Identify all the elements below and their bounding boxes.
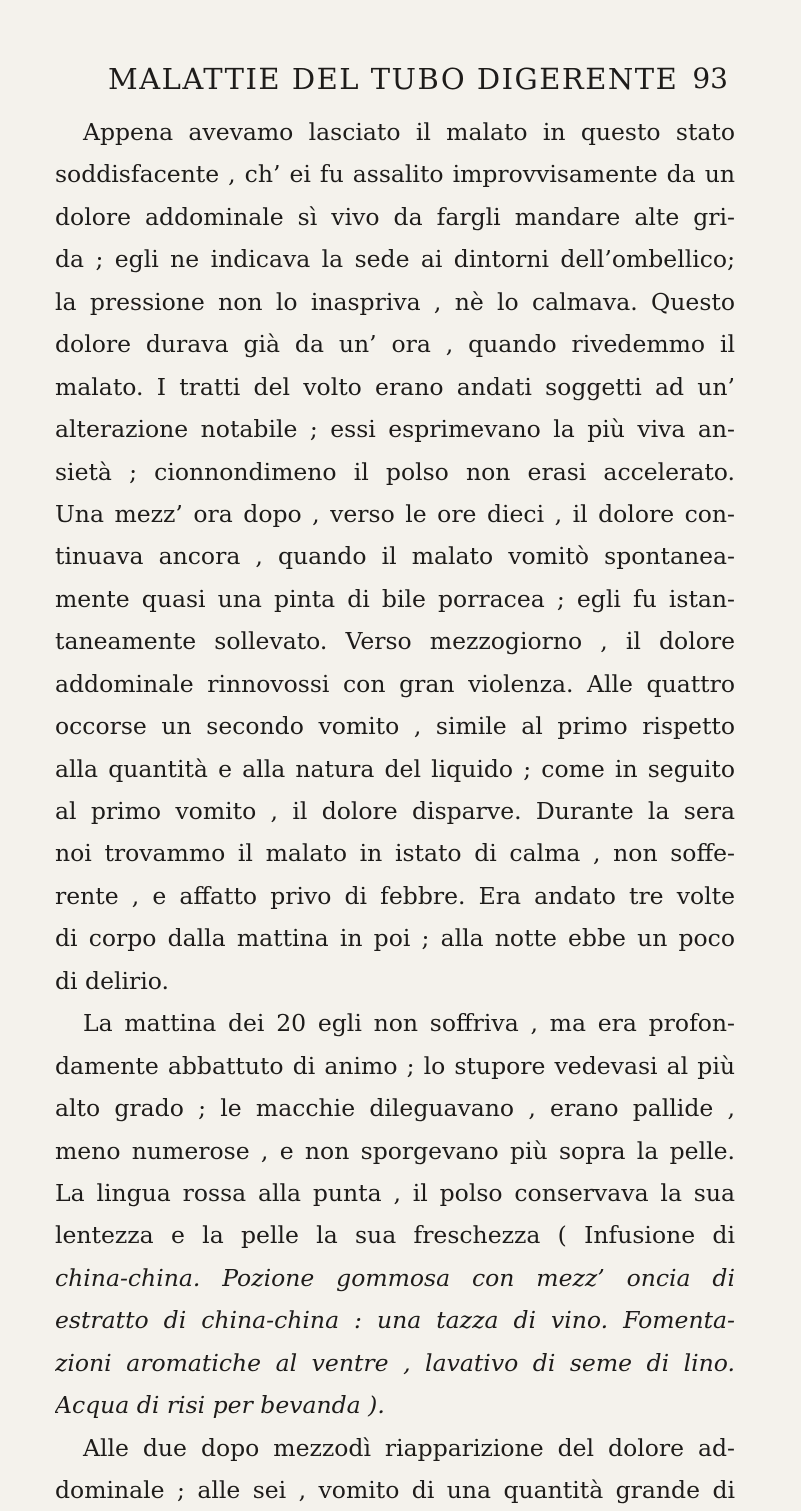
text-line: Acqua di risi per bevanda ). [55, 1391, 385, 1420]
text-line: Alle due dopo mezzodì riapparizione del dolore ad- [83, 1433, 735, 1462]
page-number: 93 [692, 62, 728, 95]
body-text [55, 111, 735, 1511]
text-line: malato. I tratti del volto erano andati soggetti ad un’ [55, 372, 735, 401]
text-line: dolore durava già da un’ ora , quando rivedemmo il [55, 330, 735, 359]
text-line: occorse un secondo vomito , simile al primo rispetto [55, 712, 735, 741]
text-line: La lingua rossa alla punta , il polso conservava la sua [55, 1178, 735, 1207]
text-line: La mattina dei 20 egli non soffriva , ma era profon- [83, 1009, 735, 1038]
running-title: MALATTIE DEL TUBO DIGERENTE [108, 62, 679, 96]
text-line: lentezza e la pelle la sua freschezza ( Infusione di [55, 1221, 735, 1250]
text-line: da ; egli ne indicava la sede ai dintorni dell’ombellico; [55, 245, 735, 274]
text-line: alterazione notabile ; essi esprimevano la più viva an- [55, 415, 735, 444]
text-line: di corpo dalla mattina in poi ; alla notte ebbe un poco [55, 924, 735, 953]
text-line: addominale rinnovossi con gran violenza. Alle quattro [55, 669, 735, 698]
text-line: zioni aromatiche al ventre , lavativo di seme di lino. [55, 1348, 735, 1377]
text-line: di delirio. [55, 966, 169, 995]
text-line: taneamente sollevato. Verso mezzogiorno , il dolore [55, 627, 735, 656]
text-line: estratto di china-china : una tazza di vino. Fomenta- [55, 1306, 735, 1335]
text-line: Una mezz’ ora dopo , verso le ore dieci , il dolore con- [55, 499, 735, 528]
text-line: alla quantità e alla natura del liquido ; come in seguito [55, 754, 735, 783]
text-line: soddisfacente , ch’ ei fu assalito improvvisamente da un [55, 160, 735, 189]
text-line: alto grado ; le macchie dileguavano , erano pallide , [55, 1094, 735, 1123]
text-line: la pressione non lo inaspriva , nè lo calmava. Questo [55, 287, 735, 316]
text-line: dolore addominale sì vivo da fargli mandare alte gri- [55, 202, 735, 231]
text-line: sietà ; cionnondimeno il polso non erasi accelerato. [55, 457, 735, 486]
text-line: mente quasi una pinta di bile porracea ; egli fu istan- [55, 584, 735, 613]
text-line: meno numerose , e non sporgevano più sopra la pelle. [55, 1136, 735, 1165]
text-line: al primo vomito , il dolore disparve. Durante la sera [55, 797, 735, 825]
text-line: damente abbattuto di animo ; lo stupore vedevasi al più [55, 1051, 735, 1080]
text-line: noi trovammo il malato in istato di calma , non soffe- [55, 839, 735, 868]
text-line: dominale ; alle sei , vomito di una quantità grande di [55, 1476, 735, 1504]
text-line: rente , e affatto privo di febbre. Era andato tre volte [55, 881, 735, 910]
text-line: china-china. Pozione gommosa con mezz’ oncia di [55, 1263, 735, 1292]
page-header [108, 62, 728, 102]
text-line: Appena avevamo lasciato il malato in questo stato [83, 118, 735, 146]
text-line: tinuava ancora , quando il malato vomitò spontanea- [55, 542, 735, 571]
